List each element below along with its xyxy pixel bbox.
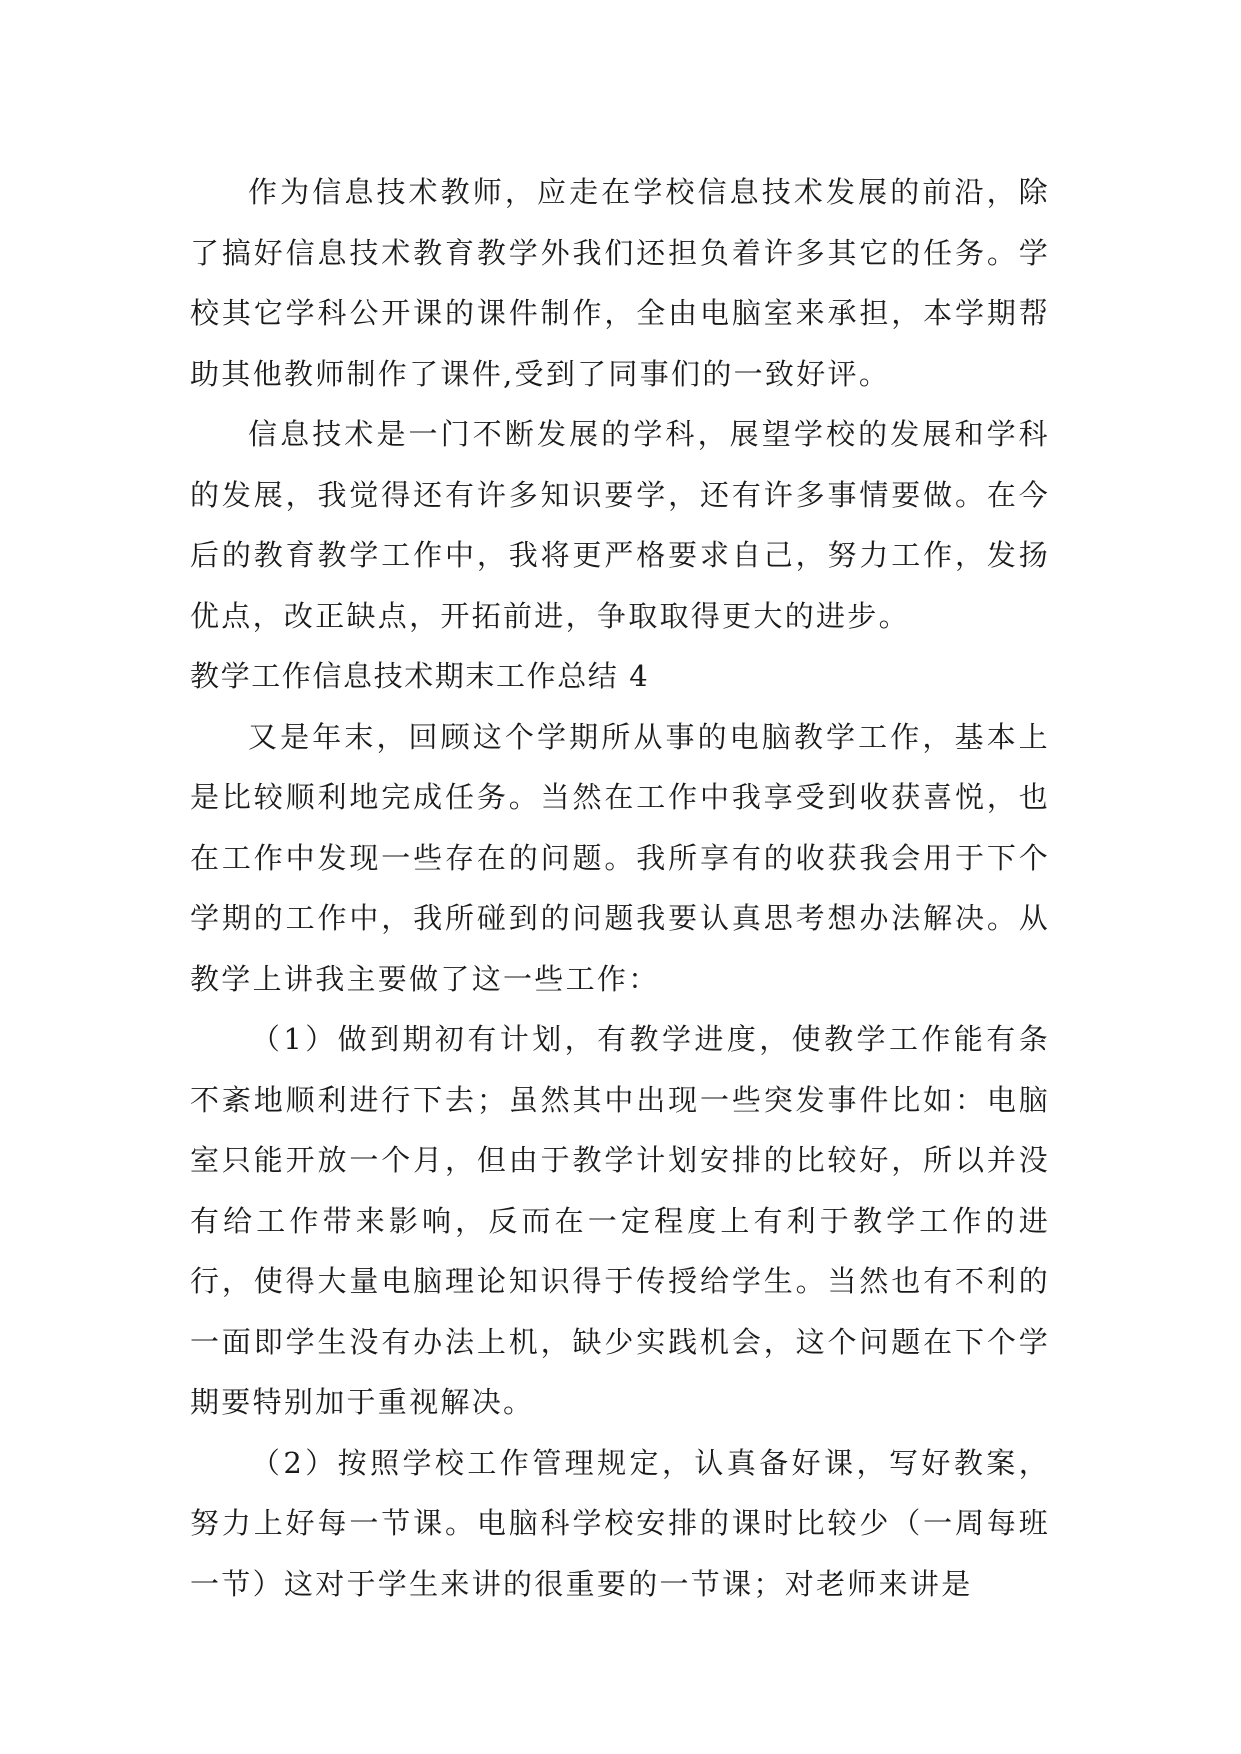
- paragraph-subject-outlook: 信息技术是一门不断发展的学科，展望学校的发展和学科的发展，我觉得还有许多知识要学，还有许多事情要做。在今后的教育教学工作中，我将更严格要求自己，努力工作，发扬优点，改正缺点，开拓前进，争取取得更大的进步。: [190, 417, 1050, 633]
- paragraph-teacher-role: 作为信息技术教师，应走在学校信息技术发展的前沿，除了搞好信息技术教育教学外我们还担负着许多其它的任务。学校其它学科公开课的课件制作，全由电脑室来承担，本学期帮助其他教师制作了课件,受到了同事们的一致好评。: [190, 175, 1050, 391]
- paragraph-item-2: （2）按照学校工作管理规定，认真备好课，写好教案，努力上好每一节课。电脑科学校安排的课时比较少（一周每班一节）这对于学生来讲的很重要的一节课；对老师来讲是: [190, 1445, 1050, 1601]
- section-heading: 教学工作信息技术期末工作总结 4: [190, 659, 650, 693]
- paragraph-year-end-review: 又是年末，回顾这个学期所从事的电脑教学工作，基本上是比较顺利地完成任务。当然在工作中我享受到收获喜悦，也在工作中发现一些存在的问题。我所享有的收获我会用于下个学期的工作中，我所碰到的问题我要认真思考想办法解决。从教学上讲我主要做了这一些工作：: [190, 719, 1050, 996]
- document-body: [190, 162, 1050, 1614]
- paragraph-item-1: （1）做到期初有计划，有教学进度，使教学工作能有条不紊地顺利进行下去；虽然其中出现一些突发事件比如：电脑室只能开放一个月，但由于教学计划安排的比较好，所以并没有给工作带来影响，反而在一定程度上有利于教学工作的进行，使得大量电脑理论知识得于传授给学生。当然也有不利的一面即学生没有办法上机，缺少实践机会，这个问题在下个学期要特别加于重视解决。: [190, 1022, 1050, 1419]
